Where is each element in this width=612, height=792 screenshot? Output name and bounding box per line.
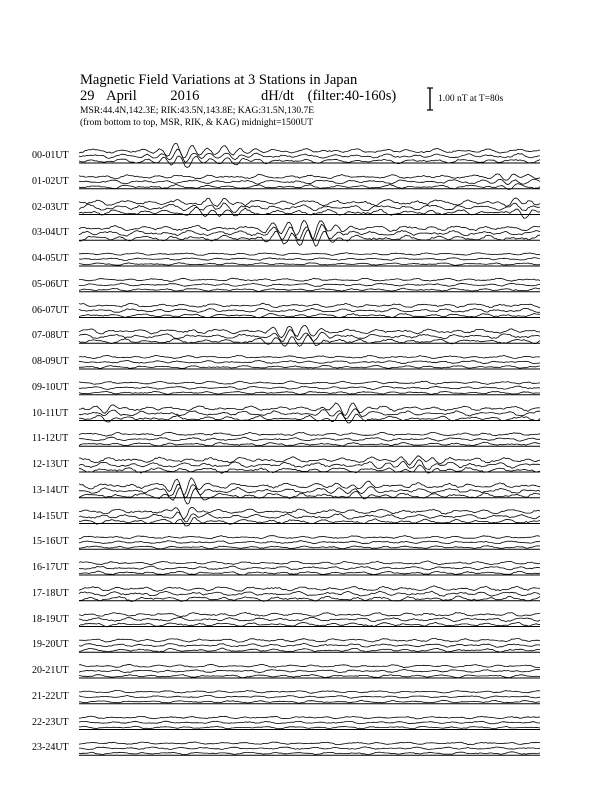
trace-rik	[79, 512, 540, 522]
quantity-label: dH/dt	[260, 88, 295, 104]
trace-kag	[79, 253, 540, 255]
trace-msr	[79, 288, 540, 292]
row-label: 17-18UT	[32, 587, 69, 599]
trace-kag	[79, 586, 540, 592]
date-day: 29	[80, 88, 95, 104]
trace-rik	[79, 386, 540, 389]
trace-kag	[79, 174, 540, 180]
trace-msr	[79, 442, 540, 446]
row-label: 09-10UT	[32, 381, 69, 393]
trace-msr	[79, 726, 540, 729]
row-label: 06-07UT	[32, 304, 69, 316]
trace-rik	[79, 258, 540, 261]
trace-rik	[79, 460, 540, 470]
trace-rik	[79, 696, 540, 699]
trace-kag	[79, 432, 540, 436]
trace-rik	[79, 409, 540, 419]
trace-rik	[79, 591, 540, 596]
trace-rik	[79, 670, 540, 673]
row-label: 01-02UT	[32, 175, 69, 187]
row-label: 10-11UT	[32, 407, 69, 419]
trace-kag	[79, 664, 540, 667]
row-label: 12-13UT	[32, 459, 69, 470]
row-label: 16-17UT	[32, 562, 69, 573]
trace-kag	[79, 716, 540, 719]
row-label: 00-01UT	[32, 150, 69, 161]
trace-kag	[79, 536, 540, 539]
row-label: 15-16UT	[32, 536, 69, 548]
trace-msr	[79, 156, 540, 168]
trace-kag	[79, 613, 540, 617]
trace-rik	[79, 566, 540, 570]
trace-rik	[79, 747, 540, 750]
trace-kag	[79, 561, 540, 565]
trace-rik	[79, 643, 540, 647]
scale-label: 1.00 nT at T=80s	[438, 94, 504, 104]
filter-label: (filter:40-160s)	[307, 88, 397, 104]
trace-msr	[79, 518, 540, 526]
row-label: 22-23UT	[32, 716, 69, 728]
trace-kag	[79, 278, 540, 281]
chart-title: Magnetic Field Variations at 3 Stations in Japan	[80, 72, 358, 88]
date-month: April	[106, 88, 137, 104]
row-label: 11-12UT	[32, 433, 69, 445]
trace-msr	[79, 391, 540, 394]
trace-rik	[79, 618, 540, 622]
trace-rik	[79, 308, 540, 312]
trace-rik	[79, 541, 540, 544]
trace-rik	[79, 437, 540, 441]
order-line: (from bottom to top, MSR, RIK, & KAG) midnight=1500UT	[80, 118, 314, 128]
trace-kag	[79, 639, 540, 643]
row-label: 05-06UT	[32, 278, 69, 290]
row-label: 03-04UT	[32, 227, 69, 239]
row-label: 13-14UT	[32, 484, 69, 496]
trace-msr	[79, 648, 540, 652]
stations-line: MSR:44.4N,142.3E; RIK:43.5N,143.8E; KAG:31.5N,130.7E	[80, 106, 315, 116]
row-label: 08-09UT	[32, 356, 69, 367]
trace-kag	[79, 381, 540, 384]
trace-msr	[79, 571, 540, 575]
row-label: 21-22UT	[32, 690, 69, 702]
row-label: 23-24UT	[32, 742, 69, 754]
trace-msr	[79, 752, 540, 755]
trace-rik	[79, 283, 540, 286]
trace-kag	[79, 355, 540, 358]
trace-rik	[79, 203, 540, 212]
trace-kag	[79, 303, 540, 308]
trace-msr	[79, 675, 540, 678]
row-label: 04-05UT	[32, 253, 69, 264]
row-label: 02-03UT	[32, 201, 69, 213]
trace-rik	[79, 179, 540, 185]
trace-rik	[79, 721, 540, 724]
row-label: 18-19UT	[32, 613, 69, 625]
trace-kag	[79, 742, 540, 745]
row-label: 20-21UT	[32, 665, 69, 676]
trace-msr	[79, 700, 540, 703]
row-label: 19-20UT	[32, 639, 69, 651]
trace-rik	[79, 360, 540, 364]
trace-kag	[79, 198, 540, 207]
trace-kag	[79, 221, 540, 239]
trace-msr	[79, 263, 540, 266]
trace-msr	[79, 546, 540, 549]
row-label: 14-15UT	[32, 510, 69, 522]
date-year: 2016	[170, 88, 200, 104]
trace-msr	[79, 365, 540, 368]
row-label: 07-08UT	[32, 330, 69, 342]
trace-kag	[79, 691, 540, 694]
